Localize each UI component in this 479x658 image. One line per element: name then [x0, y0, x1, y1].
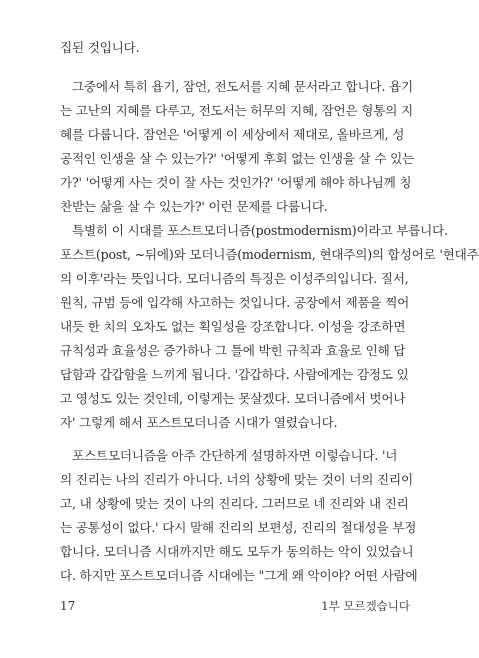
text-line: 혜를 다룹니다. 잠언은 '어떻게 이 세상에서 제대로, 올바르게, 성 [60, 127, 405, 142]
text-line: 집된 것입니다. [60, 40, 140, 55]
text-line: 답함과 갑갑함을 느끼게 됩니다. '갑갑하다. 사람에게는 감정도 있 [60, 367, 409, 382]
text-line: 공적인 인생을 살 수 있는가?' '어떻게 후회 없는 인생을 살 수 있는 [60, 151, 415, 166]
text-line: 포스트모더니즘을 아주 간단하게 설명하자면 이렇습니다. '너 [72, 448, 398, 463]
text-line: 특별히 이 시대를 포스트모더니즘(postmodernism)이라고 부릅니다. [72, 223, 448, 238]
text-line: 고 영성도 있는 것인데, 이렇게는 못살겠다. 모더니즘에서 벗어나 [60, 391, 406, 406]
text-line: 고, 내 상황에 맞는 것이 나의 진리다. 그러므로 네 진리와 내 진리 [60, 496, 409, 511]
text-line: 가?' '어떻게 사는 것이 잘 사는 것인가?' '어떻게 해야 하나님께 칭 [60, 175, 412, 190]
running-head: 1부 모르겠습니다 [321, 599, 410, 613]
text-line: 원칙, 규범 등에 입각해 사고하는 것입니다. 공장에서 제품을 찍어 [60, 295, 410, 310]
text-line: 의 이후'라는 뜻입니다. 모더니즘의 특징은 이성주의입니다. 질서, [60, 271, 409, 286]
text-line: 는 고난의 지혜를 다루고, 전도서는 허무의 지혜, 잠언은 형통의 지 [60, 103, 413, 118]
text-line: 규칙성과 효율성은 증가하나 그 틀에 박힌 규칙과 효율로 인해 답 [60, 343, 406, 358]
text-line: 다. 하지만 포스트모더니즘 시대에는 "그게 왜 악이야? 어떤 사람에 [60, 568, 418, 583]
page-number: 17 [60, 599, 76, 613]
text-line: 찬받는 삶을 살 수 있는가?' 이런 문제를 다룹니다. [60, 199, 328, 214]
text-line: 내듯 한 치의 오차도 없는 획일성을 강조합니다. 이성을 강조하면 [60, 319, 406, 334]
text-line: 포스트(post, ~뒤에)와 모더니즘(modernism, 현대주의)의 합성어로 '현대주 [60, 247, 479, 262]
text-line: 는 공통성이 없다.' 다시 말해 진리의 보편성, 진리의 절대성을 부정 [60, 520, 417, 535]
text-line: 그중에서 특히 욥기, 잠언, 전도서를 지혜 문서라고 합니다. 욥기 [72, 79, 413, 94]
text-line: 의 진리는 나의 진리가 아니다. 너의 상황에 맞는 것이 너의 진리이 [60, 472, 413, 487]
text-line: 자' 그렇게 해서 포스트모더니즘 시대가 열렸습니다. [60, 415, 338, 430]
text-line: 합니다. 모더니즘 시대까지만 해도 모두가 동의하는 악이 있었습니 [60, 544, 414, 559]
